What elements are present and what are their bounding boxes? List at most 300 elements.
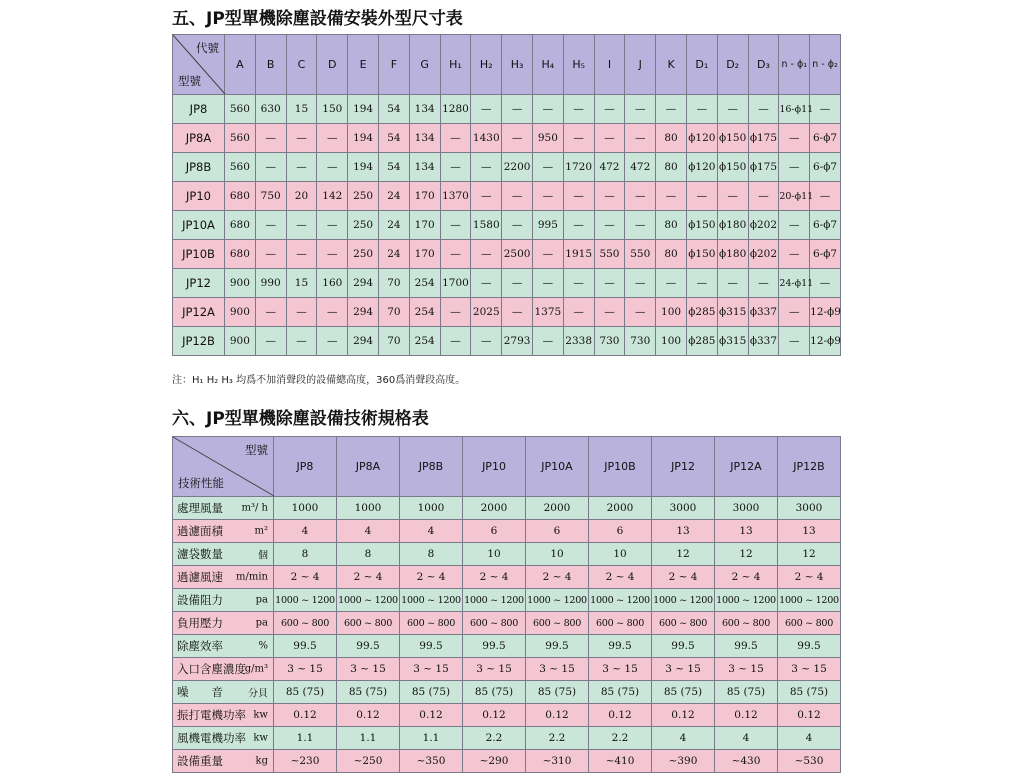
column-header: J [625,35,656,95]
row-model: JP8 [173,95,225,124]
table-cell: — [532,327,563,356]
param-unit: g/m³ [244,663,268,675]
row-model: JP10 [173,182,225,211]
param-label: 濾袋數量 [177,547,223,561]
table-cell: — [255,327,286,356]
table-cell: 54 [378,124,409,153]
table-cell: 3000 [652,497,715,520]
table-cell: 3000 [778,497,841,520]
column-header: G [409,35,440,95]
spec-table-corner [173,437,274,497]
table-cell: 1280 [440,95,471,124]
table-cell: — [317,327,348,356]
table-cell: 250 [348,182,379,211]
table-cell: 1.1 [400,727,463,750]
table-cell: ϕ180 [717,211,748,240]
dimension-note: 注：H₁ H₂ H₃ 均爲不加消聲段的設備總高度，360爲消聲段高度。 [172,375,466,386]
table-cell: ϕ315 [717,327,748,356]
table-cell: — [656,182,687,211]
table-cell: 13 [715,520,778,543]
table-cell: 3 ~ 15 [715,658,778,681]
row-model: JP10B [173,240,225,269]
table-cell: 1370 [440,182,471,211]
table-cell: 2000 [589,497,652,520]
table-cell: 10 [463,543,526,566]
table-cell: ϕ120 [686,124,717,153]
table-cell: — [779,153,810,182]
param-unit: pa [255,617,268,629]
table-row [173,95,841,124]
table-cell: 730 [594,327,625,356]
table-cell: 254 [409,327,440,356]
table-cell: — [594,269,625,298]
table-cell: — [255,153,286,182]
table-cell: ~410 [589,750,652,773]
table-row [173,240,841,269]
table-cell: 2000 [463,497,526,520]
table-cell: — [625,211,656,240]
table-cell: — [317,124,348,153]
dimension-table-header [173,35,841,95]
param-cell [173,566,274,589]
column-header: JP8B [400,437,463,497]
table-cell: 80 [656,153,687,182]
param-label: 振打電機功率 [177,708,246,722]
table-cell: — [532,182,563,211]
table-cell: 2500 [502,240,533,269]
table-cell: 134 [409,95,440,124]
table-cell: — [532,153,563,182]
table-cell: 85 (75) [778,681,841,704]
table-cell: 10 [526,543,589,566]
table-cell: — [286,153,317,182]
table-cell: 99.5 [337,635,400,658]
table-cell: 294 [348,298,379,327]
table-cell: 6-ϕ7 [810,240,841,269]
table-cell: — [286,298,317,327]
table-cell: 250 [348,211,379,240]
table-cell: 2.2 [589,727,652,750]
table-cell: — [625,95,656,124]
table-cell: 900 [225,327,256,356]
table-cell: 600 ~ 800 [526,612,589,635]
table-cell: — [286,240,317,269]
table-cell: 0.12 [337,704,400,727]
param-label: 風機電機功率 [177,731,246,745]
param-unit: m² [254,525,268,537]
table-cell: 2793 [502,327,533,356]
table-cell: 150 [317,95,348,124]
param-unit: kg [255,755,268,767]
table-cell: 170 [409,211,440,240]
table-cell: — [317,298,348,327]
table-row [173,681,841,704]
table-cell: 6-ϕ7 [810,211,841,240]
section6-title: 六、JP型單機除塵設備技術規格表 [172,409,429,429]
param-cell [173,497,274,520]
table-cell: 99.5 [715,635,778,658]
table-row [173,612,841,635]
table-cell: — [440,153,471,182]
table-cell: 12 [652,543,715,566]
column-header: H₃ [502,35,533,95]
table-cell: 680 [225,240,256,269]
column-header: JP12 [652,437,715,497]
table-row [173,589,841,612]
param-cell [173,750,274,773]
table-cell: 600 ~ 800 [274,612,337,635]
table-cell: 600 ~ 800 [463,612,526,635]
column-header: JP12A [715,437,778,497]
table-cell: 1000 ~ 1200 [463,589,526,612]
table-cell: — [286,327,317,356]
table-cell: 3 ~ 15 [652,658,715,681]
column-header: A [225,35,256,95]
table-cell: — [471,269,502,298]
column-header: JP12B [778,437,841,497]
table-cell: 254 [409,269,440,298]
table-cell: 3 ~ 15 [463,658,526,681]
table-cell: 472 [625,153,656,182]
table-cell: — [471,240,502,269]
table-row [173,543,841,566]
table-cell: 99.5 [463,635,526,658]
table-cell: 12-ϕ9 [810,298,841,327]
table-row [173,727,841,750]
table-cell: 3000 [715,497,778,520]
row-model: JP12 [173,269,225,298]
table-cell: 550 [625,240,656,269]
table-cell: 24 [378,182,409,211]
table-cell: ~250 [337,750,400,773]
table-cell: — [255,211,286,240]
corner-code-label: 代號 [196,41,219,55]
table-cell: 10 [589,543,652,566]
dimension-table-corner [173,35,225,95]
table-cell: — [563,298,594,327]
table-cell: 294 [348,327,379,356]
table-cell: 3 ~ 15 [526,658,589,681]
table-cell: — [563,182,594,211]
table-cell: 1580 [471,211,502,240]
table-cell: 680 [225,211,256,240]
table-row [173,658,841,681]
table-cell: 990 [255,269,286,298]
table-row [173,124,841,153]
table-cell: 2 ~ 4 [778,566,841,589]
table-cell: 80 [656,124,687,153]
table-cell: ϕ315 [717,298,748,327]
table-cell: 0.12 [652,704,715,727]
row-model: JP8A [173,124,225,153]
table-row [173,635,841,658]
table-cell: 134 [409,124,440,153]
table-cell: 12 [715,543,778,566]
table-cell: 70 [378,269,409,298]
param-cell [173,658,274,681]
table-cell: 85 (75) [274,681,337,704]
table-cell: — [594,182,625,211]
param-cell [173,543,274,566]
table-cell: 1000 ~ 1200 [274,589,337,612]
table-cell: 13 [778,520,841,543]
table-cell: 142 [317,182,348,211]
table-cell: ~290 [463,750,526,773]
table-cell: 600 ~ 800 [778,612,841,635]
table-cell: 4 [652,727,715,750]
table-cell: 0.12 [400,704,463,727]
table-cell: 170 [409,182,440,211]
spec-table-header [173,437,841,497]
table-cell: — [286,124,317,153]
column-header: H₂ [471,35,502,95]
table-cell: ϕ285 [686,298,717,327]
table-cell: — [563,124,594,153]
param-unit: % [258,640,268,652]
table-cell: ~430 [715,750,778,773]
param-label: 除塵效率 [177,639,223,653]
table-cell: — [656,95,687,124]
table-row [173,704,841,727]
table-cell: — [779,327,810,356]
table-cell: 2200 [502,153,533,182]
table-cell: 3 ~ 15 [778,658,841,681]
table-row [173,327,841,356]
table-cell: 1.1 [274,727,337,750]
table-cell: ϕ202 [748,211,779,240]
table-cell: — [563,211,594,240]
table-cell: 99.5 [652,635,715,658]
table-cell: 80 [656,240,687,269]
table-cell: 24-ϕ11 [779,269,810,298]
row-model: JP8B [173,153,225,182]
param-cell [173,520,274,543]
table-cell: 0.12 [526,704,589,727]
row-model: JP10A [173,211,225,240]
param-cell [173,727,274,750]
table-row [173,211,841,240]
table-cell: 6 [589,520,652,543]
table-cell: — [255,240,286,269]
table-cell: 250 [348,240,379,269]
table-cell: — [594,95,625,124]
param-unit: m³/ h [241,502,268,514]
column-header: H₅ [563,35,594,95]
table-cell: — [686,95,717,124]
column-header: K [656,35,687,95]
table-cell: — [286,211,317,240]
table-cell: 24 [378,240,409,269]
table-cell: 2 ~ 4 [400,566,463,589]
table-cell: 8 [337,543,400,566]
table-cell: 995 [532,211,563,240]
param-label: 處理風量 [177,501,223,515]
table-cell: 99.5 [778,635,841,658]
table-cell: 472 [594,153,625,182]
table-cell: — [532,240,563,269]
table-row [173,566,841,589]
table-row [173,497,841,520]
table-cell: ~390 [652,750,715,773]
table-cell: 4 [778,727,841,750]
table-cell: 2 ~ 4 [652,566,715,589]
table-cell: 950 [532,124,563,153]
dimension-table [172,34,841,356]
table-cell: 24 [378,211,409,240]
table-cell: — [440,211,471,240]
param-unit: pa [255,594,268,606]
table-cell: ϕ337 [748,298,779,327]
column-header: F [378,35,409,95]
table-cell: 2000 [526,497,589,520]
table-cell: ~350 [400,750,463,773]
column-header: H₁ [440,35,471,95]
table-cell: — [471,327,502,356]
column-header: n - ϕ₂ [810,35,841,95]
table-row [173,298,841,327]
table-cell: — [471,153,502,182]
table-cell: 8 [400,543,463,566]
table-cell: 0.12 [274,704,337,727]
table-cell: — [656,269,687,298]
column-header: B [255,35,286,95]
table-cell: — [471,182,502,211]
table-cell: 2 ~ 4 [274,566,337,589]
table-cell: ϕ285 [686,327,717,356]
table-cell: 99.5 [526,635,589,658]
param-cell [173,681,274,704]
table-cell: 170 [409,240,440,269]
column-header: JP8 [274,437,337,497]
table-cell: 15 [286,269,317,298]
table-cell: 4 [274,520,337,543]
param-unit: 個 [258,550,268,562]
table-cell: 85 (75) [400,681,463,704]
table-cell: — [502,182,533,211]
table-cell: — [440,298,471,327]
table-cell: — [748,182,779,211]
table-cell: 4 [337,520,400,543]
table-row [173,750,841,773]
table-cell: 560 [225,124,256,153]
table-cell: 70 [378,298,409,327]
table-cell: 2.2 [526,727,589,750]
param-label: 設備阻力 [177,593,223,607]
table-cell: 1000 ~ 1200 [589,589,652,612]
table-cell: ϕ175 [748,153,779,182]
param-unit: m/min [236,571,268,583]
table-cell: 900 [225,269,256,298]
table-cell: 8 [274,543,337,566]
table-cell: 680 [225,182,256,211]
table-cell: ϕ337 [748,327,779,356]
table-cell: 600 ~ 800 [400,612,463,635]
table-cell: 1000 ~ 1200 [337,589,400,612]
table-cell: 99.5 [589,635,652,658]
table-cell: 6-ϕ7 [810,124,841,153]
table-cell: 1000 [337,497,400,520]
table-cell: 85 (75) [337,681,400,704]
table-cell: — [594,298,625,327]
table-cell: 0.12 [463,704,526,727]
table-cell: 560 [225,95,256,124]
param-label: 噪 音 [177,685,223,699]
table-cell: — [440,240,471,269]
column-header: C [286,35,317,95]
table-cell: 1375 [532,298,563,327]
table-row [173,182,841,211]
param-label: 過濾風速 [177,570,223,584]
table-cell: 3 ~ 15 [274,658,337,681]
table-cell: — [317,153,348,182]
table-cell: 4 [715,727,778,750]
table-cell: 4 [400,520,463,543]
table-cell: 1000 ~ 1200 [526,589,589,612]
table-cell: 550 [594,240,625,269]
table-cell: — [748,269,779,298]
table-cell: 100 [656,298,687,327]
table-cell: — [563,95,594,124]
table-cell: 194 [348,153,379,182]
table-cell: — [779,298,810,327]
table-cell: — [717,182,748,211]
table-cell: — [686,269,717,298]
table-cell: ~310 [526,750,589,773]
table-cell: ϕ150 [717,153,748,182]
column-header: D₃ [748,35,779,95]
table-cell: — [748,95,779,124]
table-cell: 1000 [274,497,337,520]
table-cell: 54 [378,95,409,124]
table-cell: — [532,269,563,298]
table-cell: 70 [378,327,409,356]
table-cell: — [255,124,286,153]
column-header: E [348,35,379,95]
table-cell: 750 [255,182,286,211]
table-cell: — [717,269,748,298]
table-cell: 0.12 [589,704,652,727]
corner-model-label: 型號 [178,74,201,88]
table-cell: 560 [225,153,256,182]
table-cell: 80 [656,211,687,240]
table-cell: — [625,124,656,153]
table-cell: 2025 [471,298,502,327]
table-cell: 194 [348,95,379,124]
table-cell: 3 ~ 15 [400,658,463,681]
table-cell: 630 [255,95,286,124]
column-header: JP10B [589,437,652,497]
table-cell: 1000 ~ 1200 [400,589,463,612]
table-cell: 2 ~ 4 [526,566,589,589]
table-cell: 1700 [440,269,471,298]
table-cell: ~230 [274,750,337,773]
table-cell: 85 (75) [589,681,652,704]
row-model: JP12A [173,298,225,327]
table-cell: — [502,298,533,327]
table-cell: 99.5 [400,635,463,658]
table-cell: 600 ~ 800 [337,612,400,635]
param-unit: kw [253,732,268,744]
table-cell: 20-ϕ11 [779,182,810,211]
table-cell: 134 [409,153,440,182]
table-cell: — [717,95,748,124]
table-cell: 99.5 [274,635,337,658]
corner-model-label: 型號 [245,443,268,457]
table-cell: — [625,182,656,211]
table-cell: 730 [625,327,656,356]
param-cell [173,589,274,612]
table-cell: 3 ~ 15 [337,658,400,681]
